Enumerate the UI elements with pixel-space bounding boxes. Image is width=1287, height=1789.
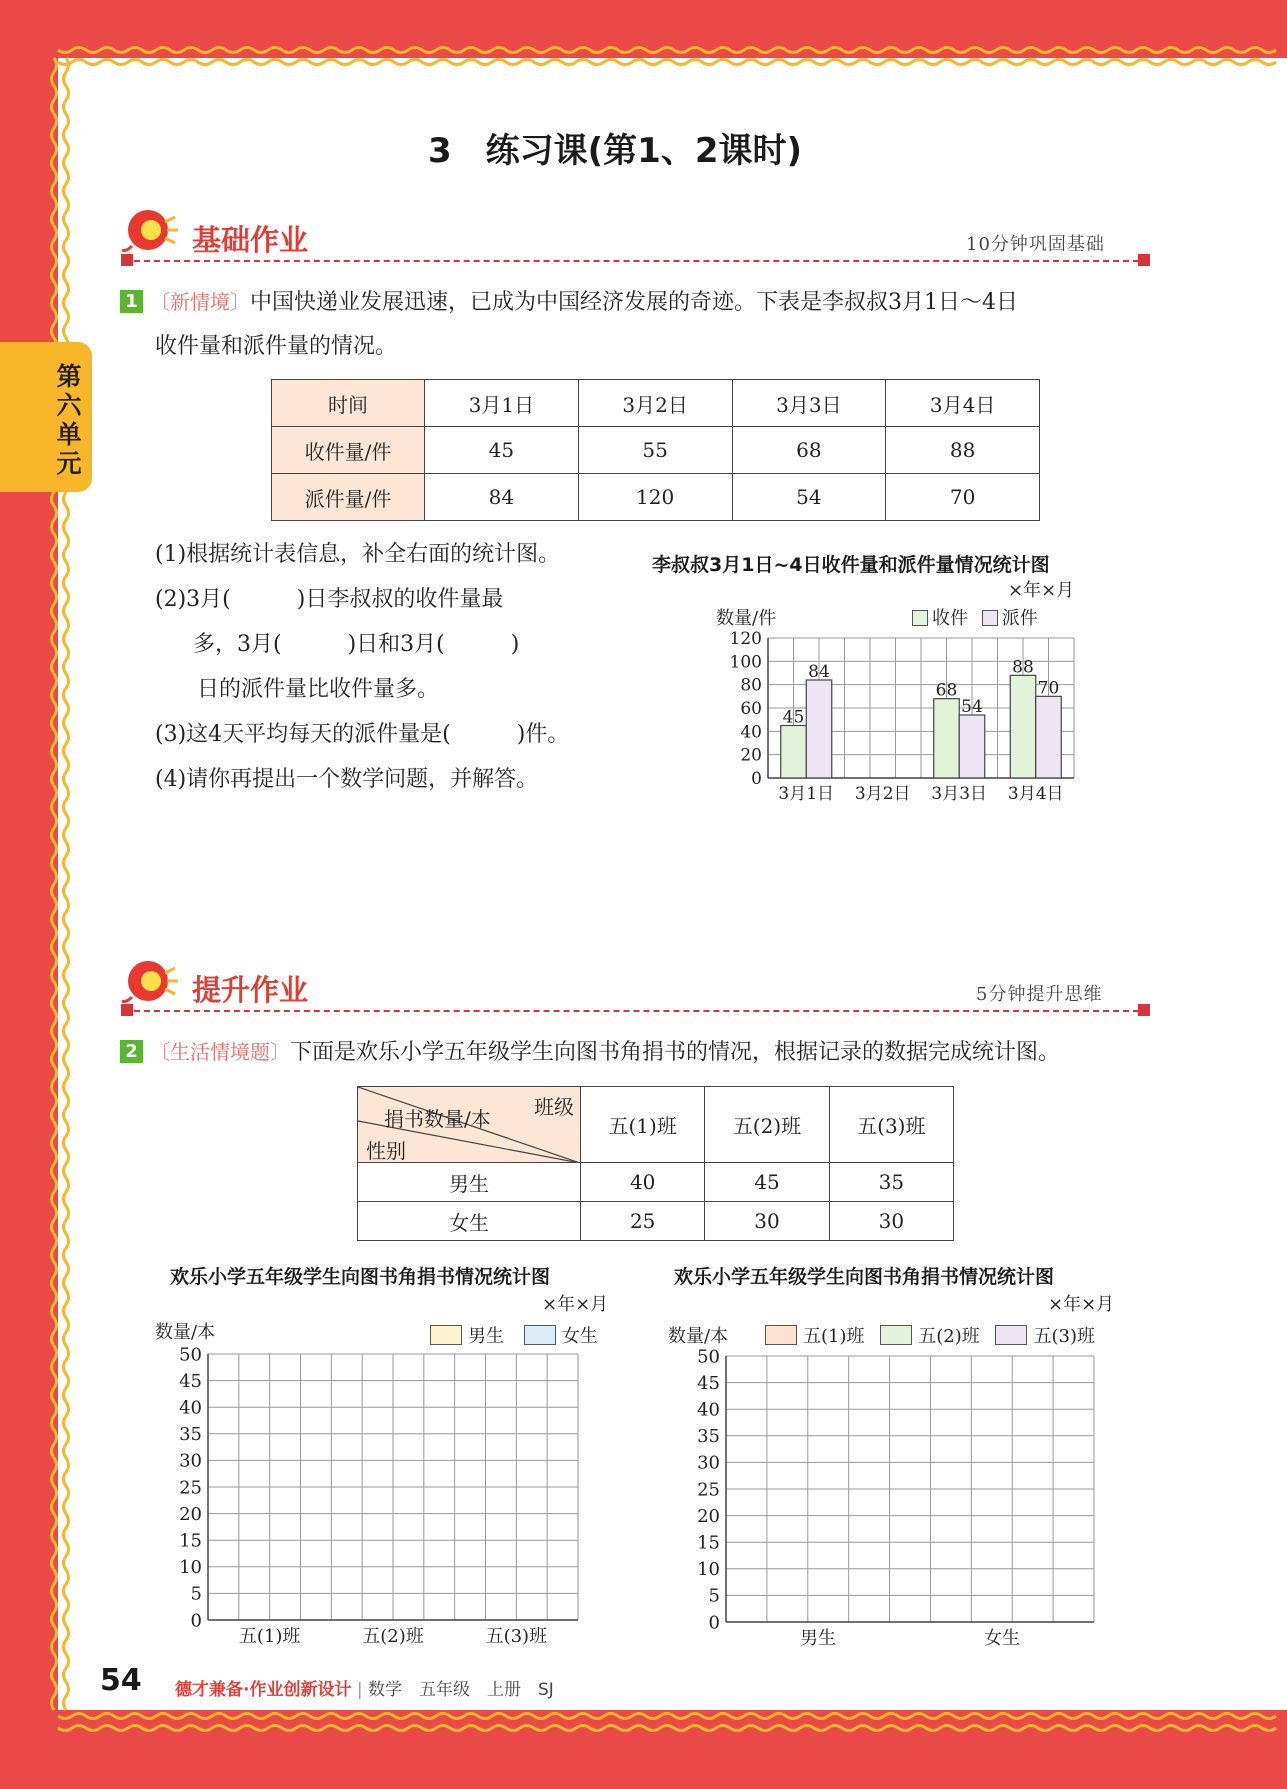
diag-bottom-label: 性别 bbox=[366, 1139, 406, 1163]
y-tick-label: 5 bbox=[708, 1585, 720, 1607]
chart3-date-note: ×年×月 bbox=[1048, 1294, 1115, 1315]
y-tick-label: 0 bbox=[751, 768, 762, 789]
table-cell: 55 bbox=[578, 427, 732, 474]
y-tick-label: 25 bbox=[179, 1477, 202, 1499]
table-cell: 25 bbox=[581, 1202, 705, 1241]
chart2-date-note: ×年×月 bbox=[542, 1294, 609, 1315]
bar bbox=[781, 726, 807, 779]
divider-end-right bbox=[1138, 1004, 1150, 1016]
table-header-cell: 时间 bbox=[272, 380, 425, 427]
q1-sub4: (4)请你再提出一个数学问题，并解答。 bbox=[155, 767, 539, 792]
q1-sub1: (1)根据统计表信息，补全右面的统计图。 bbox=[155, 542, 561, 567]
chart3-ylabel: 数量/本 bbox=[668, 1326, 729, 1347]
data-label: 70 bbox=[1037, 678, 1060, 699]
y-tick-label: 100 bbox=[729, 652, 762, 673]
table-row bbox=[358, 1087, 954, 1163]
section-basic-divider bbox=[134, 260, 1139, 262]
unit-tab bbox=[0, 342, 92, 492]
table-row-head: 男生 bbox=[358, 1163, 581, 1202]
x-tick-label: 3月1日 bbox=[778, 784, 835, 804]
question-1-number: 1 bbox=[120, 290, 143, 313]
legend-swatch-receive bbox=[912, 610, 928, 626]
table-cell: 30 bbox=[829, 1202, 953, 1241]
table-cell: 30 bbox=[705, 1202, 829, 1241]
diag-top-label: 班级 bbox=[534, 1095, 574, 1119]
bulb-icon bbox=[118, 206, 188, 256]
section-advanced-title: 提升作业 bbox=[192, 973, 309, 1007]
y-tick-label: 0 bbox=[190, 1610, 202, 1632]
y-tick-label: 40 bbox=[740, 722, 762, 743]
page-number: 54 bbox=[100, 1663, 142, 1698]
q2-data-table bbox=[357, 1086, 954, 1241]
table-header-cell: 3月2日 bbox=[578, 380, 732, 427]
table-row bbox=[358, 1202, 954, 1241]
y-tick-label: 80 bbox=[740, 675, 762, 696]
table-cell: 35 bbox=[829, 1163, 953, 1202]
chart1-ylabel: 数量/件 bbox=[716, 608, 777, 629]
chart2-title: 欢乐小学五年级学生向图书角捐书情况统计图 bbox=[170, 1266, 551, 1288]
chart1-legend bbox=[912, 604, 1038, 630]
x-tick-label: 五(2)班 bbox=[362, 1626, 424, 1647]
table-header-cell: 五(2)班 bbox=[705, 1087, 829, 1163]
bar bbox=[806, 680, 832, 778]
data-label: 68 bbox=[935, 680, 958, 701]
footer-text: 德才兼备·作业创新设计 | 数学 五年级 上册 SJ bbox=[175, 1680, 554, 1700]
q1-data-table bbox=[271, 379, 1040, 521]
table-row-head: 女生 bbox=[358, 1202, 581, 1241]
x-tick-label: 3月2日 bbox=[854, 784, 911, 804]
y-tick-label: 45 bbox=[697, 1372, 720, 1394]
y-tick-label: 10 bbox=[697, 1559, 720, 1581]
y-tick-label: 0 bbox=[708, 1612, 720, 1634]
q1-sub3: (3)这4天平均每天的派件量是( )件。 bbox=[155, 722, 570, 747]
table-cell: 70 bbox=[886, 474, 1040, 521]
y-tick-label: 30 bbox=[697, 1452, 720, 1474]
data-label: 54 bbox=[961, 697, 983, 717]
table-row-head: 派件量/件 bbox=[272, 474, 425, 521]
y-tick-label: 60 bbox=[740, 698, 762, 719]
legend-label-boys: 男生 bbox=[468, 1326, 504, 1347]
x-tick-label: 3月3日 bbox=[931, 784, 988, 804]
table-cell: 68 bbox=[732, 427, 886, 474]
table-cell: 54 bbox=[732, 474, 886, 521]
section-basic-title: 基础作业 bbox=[192, 223, 309, 257]
chart1-title: 李叔叔3月1日~4日收件量和派件量情况统计图 bbox=[652, 554, 1050, 576]
data-label: 88 bbox=[1012, 657, 1034, 678]
legend-label-class3: 五(3)班 bbox=[1033, 1326, 1095, 1347]
divider-end-left bbox=[121, 1004, 133, 1016]
table-header-cell: 五(3)班 bbox=[829, 1087, 953, 1163]
legend-label-girls: 女生 bbox=[561, 1326, 598, 1347]
table-header-cell: 3月1日 bbox=[425, 380, 579, 427]
y-tick-label: 35 bbox=[179, 1424, 202, 1446]
question-2-text: 下面是欢乐小学五年级学生向图书角捐书的情况，根据记录的数据完成统计图。 bbox=[290, 1040, 1061, 1065]
legend-label-deliver: 派件 bbox=[1001, 608, 1038, 629]
table-row-head: 收件量/件 bbox=[272, 427, 425, 474]
table-header-cell: 五(1)班 bbox=[581, 1087, 705, 1163]
q1-sub2c: 日的派件量比收件量多。 bbox=[197, 677, 440, 702]
y-tick-label: 35 bbox=[697, 1426, 720, 1448]
y-tick-label: 20 bbox=[740, 745, 762, 766]
y-tick-label: 5 bbox=[190, 1583, 202, 1605]
lesson-title: 3 练习课(第1、2课时) bbox=[427, 131, 803, 171]
y-tick-label: 25 bbox=[697, 1479, 720, 1501]
y-tick-label: 10 bbox=[179, 1557, 202, 1579]
x-tick-label: 女生 bbox=[984, 1628, 1020, 1649]
y-tick-label: 15 bbox=[697, 1532, 720, 1554]
y-tick-label: 50 bbox=[179, 1344, 202, 1366]
divider-end-right bbox=[1138, 254, 1150, 266]
chart1-date-note: ×年×月 bbox=[1008, 580, 1075, 601]
chart1-plot bbox=[720, 630, 1080, 810]
table-header-cell: 3月4日 bbox=[886, 380, 1040, 427]
table-header-cell: 3月3日 bbox=[732, 380, 886, 427]
section-basic-subtitle: 10分钟巩固基础 bbox=[966, 234, 1105, 255]
table-row bbox=[272, 427, 1040, 474]
q1-sub2b: 多，3月( )日和3月( ) bbox=[193, 632, 520, 657]
legend-swatch-deliver bbox=[982, 610, 998, 626]
y-tick-label: 50 bbox=[697, 1346, 720, 1368]
bar bbox=[1036, 696, 1062, 778]
table-row bbox=[358, 1163, 954, 1202]
x-tick-label: 3月4日 bbox=[1007, 784, 1064, 804]
question-1-line2: 收件量和派件量的情况。 bbox=[155, 334, 398, 359]
table-row bbox=[272, 474, 1040, 521]
section-advanced-divider bbox=[134, 1010, 1139, 1012]
question-1-tag: 〔新情境〕 bbox=[150, 290, 250, 314]
x-tick-label: 五(1)班 bbox=[238, 1626, 301, 1647]
divider-end-left bbox=[121, 254, 133, 266]
chart2-ylabel: 数量/本 bbox=[155, 1322, 216, 1343]
table-cell: 120 bbox=[578, 474, 732, 521]
unit-tab-label: 第六单元 bbox=[56, 362, 82, 478]
y-tick-label: 40 bbox=[179, 1397, 202, 1419]
question-2-tag: 〔生活情境题〕 bbox=[150, 1040, 290, 1064]
question-2-number: 2 bbox=[120, 1040, 143, 1063]
question-1-line1: 中国快递业发展迅速，已成为中国经济发展的奇迹。下表是李叔叔3月1日～4日 bbox=[250, 290, 1018, 315]
data-label: 45 bbox=[782, 707, 805, 728]
x-tick-label: 男生 bbox=[800, 1628, 836, 1649]
legend-label-receive: 收件 bbox=[932, 608, 968, 629]
table-row bbox=[272, 380, 1040, 427]
table-cell: 40 bbox=[581, 1163, 705, 1202]
y-tick-label: 20 bbox=[697, 1505, 720, 1527]
legend-label-class1: 五(1)班 bbox=[803, 1326, 865, 1347]
footer-info: 数学 五年级 上册 SJ bbox=[368, 1680, 554, 1700]
chart3-plot bbox=[680, 1340, 1120, 1652]
bulb-icon bbox=[118, 957, 188, 1007]
y-tick-label: 45 bbox=[179, 1370, 202, 1392]
bar bbox=[1010, 675, 1036, 778]
y-tick-label: 20 bbox=[179, 1503, 202, 1525]
y-tick-label: 120 bbox=[729, 630, 762, 649]
table-cell: 45 bbox=[425, 427, 579, 474]
footer-brand: 德才兼备·作业创新设计 bbox=[175, 1680, 352, 1700]
x-tick-label: 五(3)班 bbox=[485, 1626, 548, 1647]
y-tick-label: 40 bbox=[697, 1399, 720, 1421]
data-label: 84 bbox=[808, 662, 830, 682]
diag-mid-label: 捐书数量/本 bbox=[384, 1107, 491, 1131]
table-cell: 45 bbox=[705, 1163, 829, 1202]
legend-label-class2: 五(2)班 bbox=[918, 1326, 980, 1347]
chart2-plot bbox=[160, 1340, 630, 1652]
y-tick-label: 30 bbox=[179, 1450, 202, 1472]
chart3-title: 欢乐小学五年级学生向图书角捐书情况统计图 bbox=[674, 1266, 1055, 1288]
bar bbox=[959, 715, 985, 778]
y-tick-label: 15 bbox=[179, 1530, 202, 1552]
section-advanced-subtitle: 5分钟提升思维 bbox=[976, 984, 1103, 1005]
table-cell: 88 bbox=[886, 427, 1040, 474]
bar bbox=[934, 699, 960, 778]
table-cell: 84 bbox=[425, 474, 579, 521]
table-diagonal-header bbox=[358, 1087, 581, 1163]
q1-sub2a: (2)3月( )日李叔叔的收件量最 bbox=[155, 587, 504, 612]
